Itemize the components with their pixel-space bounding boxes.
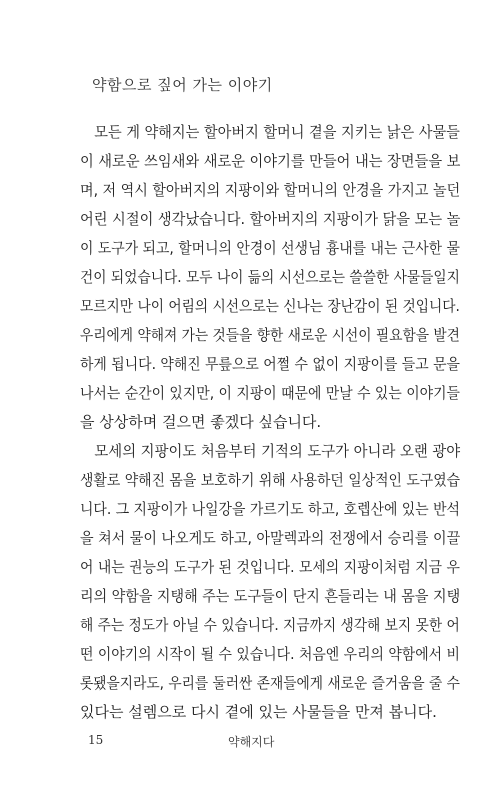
text-line: 떤 이야기의 시작이 될 수 있습니다. 처음엔 우리의 약함에서 비 xyxy=(80,645,460,663)
text-line: 니다. 그 지팡이가 나일강을 가르기도 하고, 호렙산에 있는 반석 xyxy=(80,500,460,518)
text-line: 며, 저 역시 할아버지의 지팡이와 할머니의 안경을 가지고 놀던 xyxy=(80,181,461,199)
body-text xyxy=(80,118,460,727)
running-title: 약해지다 xyxy=(228,735,275,749)
text-line: 하게 됩니다. 약해진 무릎으로 어쩔 수 없이 지팡이를 들고 문을 xyxy=(80,355,460,373)
text-line: 어린 시절이 생각났습니다. 할아버지의 지팡이가 닭을 모는 놀 xyxy=(80,210,461,228)
text-line: 을 상상하며 걸으면 좋겠다 싶습니다. xyxy=(80,413,322,431)
text-line: 롯됐을지라도, 우리를 둘러싼 존재들에게 새로운 즐거움을 줄 수 xyxy=(80,674,460,692)
text-line: 생활로 약해진 몸을 보호하기 위해 사용하던 일상적인 도구였습 xyxy=(80,471,461,489)
text-line: 모든 게 약해지는 할아버지 할머니 곁을 지키는 낡은 사물들 xyxy=(80,123,460,141)
text-line: 모세의 지팡이도 처음부터 기적의 도구가 아니라 오랜 광야 xyxy=(80,442,461,460)
text-line: 우리에게 약해져 가는 것들을 향한 새로운 시선이 필요함을 발견 xyxy=(80,326,460,344)
section-subtitle: 약함으로 짚어 가는 이야기 xyxy=(92,76,273,94)
page-number: 15 xyxy=(88,733,104,747)
text-line: 있다는 설렘으로 다시 곁에 있는 사물들을 만져 봅니다. xyxy=(80,703,437,721)
text-line: 나서는 순간이 있지만, 이 지팡이 때문에 만날 수 있는 이야기들 xyxy=(80,384,460,402)
text-line: 모르지만 나이 어림의 시선으로는 신나는 장난감이 된 것입니다. xyxy=(80,297,460,315)
text-line: 이 도구가 되고, 할머니의 안경이 선생님 흉내를 내는 근사한 물 xyxy=(80,239,460,257)
text-line: 건이 되었습니다. 모두 나이 듦의 시선으로는 쓸쓸한 사물들일지 xyxy=(80,268,460,286)
text-line: 어 내는 권능의 도구가 된 것입니다. 모세의 지팡이처럼 지금 우 xyxy=(80,558,460,576)
text-line: 을 쳐서 물이 나오게도 하고, 아말렉과의 전쟁에서 승리를 이끌 xyxy=(80,529,461,547)
text-line: 이 새로운 쓰임새와 새로운 이야기를 만들어 내는 장면들을 보 xyxy=(80,152,461,170)
text-line: 해 주는 정도가 아닐 수 있습니다. 지금까지 생각해 보지 못한 어 xyxy=(80,616,460,634)
paragraph xyxy=(80,437,460,727)
text-line: 리의 약함을 지탱해 주는 도구들이 단지 흔들리는 내 몸을 지탱 xyxy=(80,587,461,605)
paragraph xyxy=(80,118,460,437)
